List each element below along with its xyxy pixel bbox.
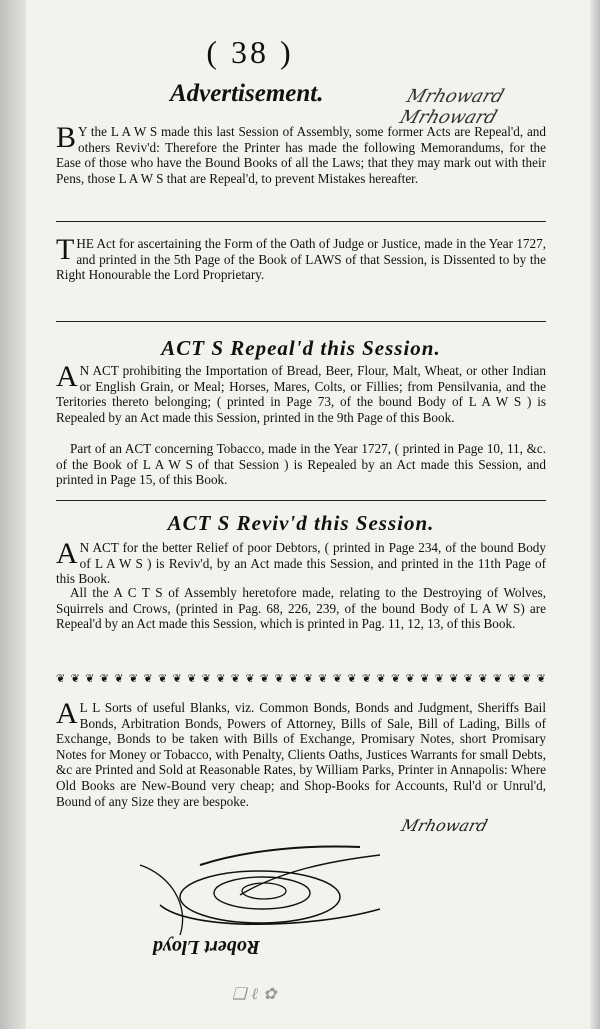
ornament-glyph: ❦ (347, 673, 357, 685)
ornament-glyph: ❦ (157, 673, 168, 685)
ornament-glyph: ❦ (303, 673, 313, 685)
blanks-text: L L Sorts of useful Blanks, viz. Common Bonds, Bonds and Judgment, Sheriffs Bail Bonds, Arbitration Bonds, Powers of Attorney, Bills of Sale, Bill of Lading, Bills of Exchange, Bonds to be taken with Bills of Exchange, Promisary Notes, short Promisary Notes for Money or Tobacco, with Penalty, Clients Oaths, Justices Warrants for small Debts, &c are Printed and Sold at Reasonable Rates, by William Parks, Printer in Annapolis: Where Old Books are New-Bound very cheap; and Shop-Books for Accounts, Rul'd or Unrul'd, Bound of any Size they are bespoke. (56, 700, 546, 809)
ornament-glyph: ❦ (201, 673, 211, 685)
ornament-glyph: ❦ (536, 673, 546, 685)
ornament-glyph: ❦ (143, 673, 153, 685)
ornamental-border (56, 673, 546, 685)
page-edge (590, 0, 600, 1029)
revived-paragraph-2 (56, 585, 546, 632)
ornament-glyph: ❦ (318, 673, 328, 685)
ornament-glyph: ❦ (172, 673, 182, 685)
revived-paragraph-1 (56, 537, 546, 587)
repealed-text-2: Part of an ACT concerning Tobacco, made in the Year 1727, ( printed in Page 10, 11, &c. of the Book of L A W S of that Session ) is Repealed by an Act made this Session, and printed in Page 15, of this Book. (56, 441, 546, 488)
signature-text: Robert Lloyd (152, 936, 260, 958)
ornament-glyph: ❦ (70, 673, 80, 685)
blanks-advertisement (56, 697, 546, 809)
ornament-glyph: ❦ (507, 673, 517, 685)
ornament-glyph: ❦ (332, 673, 342, 685)
ornament-glyph: ❦ (85, 673, 95, 685)
drop-cap: A (56, 360, 78, 393)
ornament-glyph: ❦ (434, 673, 444, 685)
ornament-glyph: ❦ (114, 673, 124, 685)
divider (56, 500, 546, 501)
handwritten-signature: Mrhoward Mrhoward (397, 86, 507, 128)
book-spine (0, 0, 26, 1029)
oath-paragraph (56, 233, 546, 283)
ornament-glyph: ❦ (259, 673, 270, 685)
ornament-glyph: ❦ (56, 673, 66, 685)
revived-heading: ACT S Reviv'd this Session. (167, 511, 435, 535)
drop-cap: T (56, 233, 75, 266)
drop-cap: A (56, 697, 78, 730)
revived-text-2: All the A C T S of Assembly heretofore made, relating to the Destroying of Wolves, Squirrels and Crows, (printed in Pag. 68, 226, 239, of the bound Body of L A W S) are Repeal'd by an Act made this Session, which is printed in Pag. 11, 12, 13, of this Book. (56, 585, 546, 632)
repealed-paragraph-1 (56, 360, 546, 425)
flourish-signature (130, 835, 410, 975)
oath-text: HE Act for ascertaining the Form of the Oath of Judge or Justice, made in the Year 1727, and printed in the 5th Page of the Book of LAWS of that Session, is Dissented to by the Right Honourable the Lord Proprietary. (56, 236, 546, 283)
repealed-heading: ACT S Repeal'd this Session. (161, 336, 441, 360)
small-signature: Mrhoward (399, 816, 490, 835)
repealed-text-1: N ACT prohibiting the Importation of Bread, Beer, Flour, Malt, Wheat, or other Indian or English Grain, or Meal; Horses, Mares, Colts, or Fillies; from Pensilvania, and the Teritories thereto belonging; ( printed in Page 73, of the bound Body of L A W S ) is Repealed by an Act made this Session, printed in the 9th Page of this Book. (56, 363, 546, 425)
ornament-glyph: ❦ (128, 673, 139, 685)
ornament-glyph: ❦ (216, 673, 226, 685)
ornament-glyph: ❦ (449, 673, 459, 685)
intro-text: Y the L A W S made this last Session of Assembly, some former Acts are Repeal'd, and others Reviv'd: Therefore the Printer has made the following Memorandums, for the Ease of those who have the Bound Books of all the Laws; that they may mark out with their Pens, those L A W S that are Repeal'd, to prevent Mistakes hereafter. (56, 124, 546, 186)
ornament-glyph: ❦ (187, 673, 197, 685)
ornament-glyph: ❦ (390, 673, 401, 685)
ornament-glyph: ❦ (274, 673, 284, 685)
ornament-glyph: ❦ (478, 673, 488, 685)
ornament-glyph: ❦ (492, 673, 503, 685)
repealed-paragraph-2 (56, 441, 546, 488)
drop-cap: A (56, 537, 78, 570)
ornament-glyph: ❦ (463, 673, 473, 685)
page-title: Advertisement. (170, 80, 324, 107)
ornament-glyph: ❦ (99, 673, 109, 685)
ornament-glyph: ❦ (376, 673, 386, 685)
page-number: ( 38 ) (206, 34, 294, 70)
ornament-glyph: ❦ (405, 673, 415, 685)
ornament-glyph: ❦ (245, 673, 255, 685)
drop-cap: B (56, 121, 77, 154)
ornament-glyph: ❦ (522, 673, 532, 685)
ornament-glyph: ❦ (420, 673, 430, 685)
divider (56, 321, 546, 322)
faded-marks: ❑ ℓ ✿ (232, 984, 277, 1003)
intro-paragraph (56, 121, 546, 186)
ornament-glyph: ❦ (289, 673, 299, 685)
revived-text-1: N ACT for the better Relief of poor Debtors, ( printed in Page 234, of the bound Body of L A W S ) is Reviv'd, by an Act made this Session, and printed in the 11th Page of this Book. (56, 540, 546, 587)
divider (56, 221, 546, 222)
ornament-glyph: ❦ (361, 673, 372, 685)
ornament-glyph: ❦ (230, 673, 240, 685)
